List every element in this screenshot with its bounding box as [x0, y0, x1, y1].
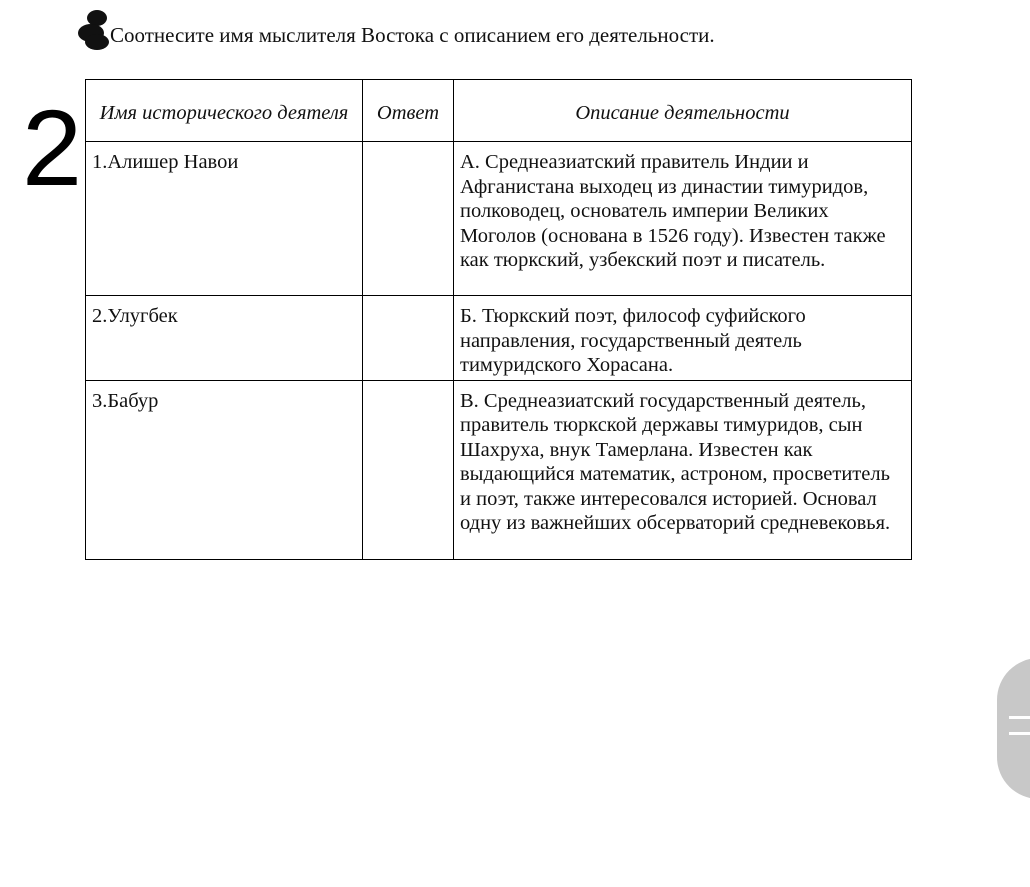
menu-icon: [1009, 716, 1030, 719]
header-description: Описание деятельности: [454, 80, 912, 142]
side-menu-button[interactable]: [997, 658, 1030, 799]
answer-cell[interactable]: [363, 380, 454, 559]
description-cell: А. Среднеазиатский правитель Индии и Афганистана выходец из династии тимуридов, полководец, основатель империи Великих Моголов (основана в 1526 году). Известен также как тюркский, узбекский поэт и писатель.: [454, 142, 912, 296]
thinker-name: 2.Улугбек: [86, 296, 363, 381]
answer-cell[interactable]: [363, 142, 454, 296]
table-header-row: [86, 80, 912, 142]
answer-cell[interactable]: [363, 296, 454, 381]
table-row: [86, 296, 912, 381]
task-title: Соотнесите имя мыслителя Востока с описанием его деятельности.: [110, 23, 715, 47]
task-number: 2: [22, 87, 83, 208]
table-row: [86, 380, 912, 559]
thinker-name: 1.Алишер Навои: [86, 142, 363, 296]
matching-table: [85, 79, 912, 560]
header-name: Имя исторического деятеля: [86, 80, 363, 142]
description-cell: В. Среднеазиатский государственный деятель, правитель тюркской державы тимуридов, сын Шахруха, внук Тамерлана. Известен как выдающийся математик, астроном, просветитель и поэт, также интересовался историей. Основал одну из важнейших обсерваторий средневековья.: [454, 380, 912, 559]
ink-blot-icon: [78, 6, 112, 52]
thinker-name: 3.Бабур: [86, 380, 363, 559]
table-row: [86, 142, 912, 296]
header-answer: Ответ: [363, 80, 454, 142]
description-cell: Б. Тюркский поэт, философ суфийского направления, государственный деятель тимуридского Хорасана.: [454, 296, 912, 381]
